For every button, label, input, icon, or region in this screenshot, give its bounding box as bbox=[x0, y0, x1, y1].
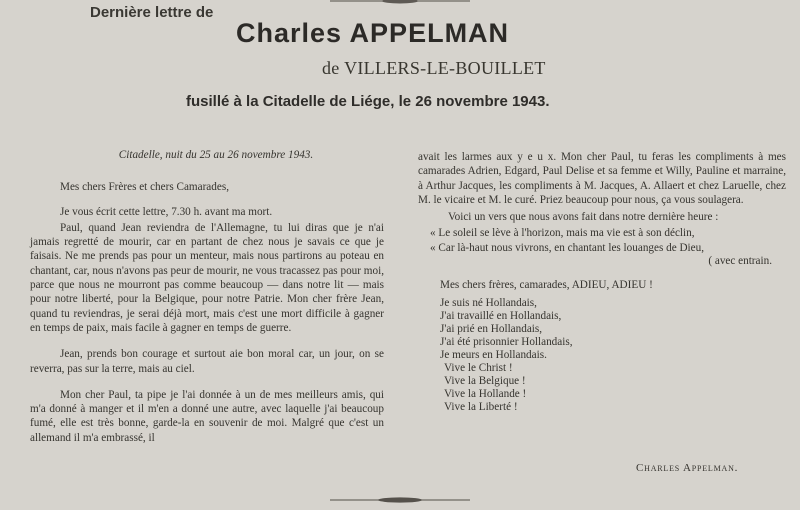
letter-salutation: Mes chers Frères et chers Camarades, bbox=[60, 181, 229, 194]
letter-paragraph: avait les larmes aux y e u x. Mon cher Paul, tu feras les compliments à mes camarades Adrien, Edgard, Paul Delise et sa femme et Willy, Pauline et marraine, à Arthur Jacques, les compliments à M. Jacques, A. Allaert et chez Laruelle, chez M. le vicaire et M. le curé. Priez beaucoup pour nous, ça vous soulagera. bbox=[418, 151, 786, 206]
letter-paragraph: Voici un vers que nous avons fait dans notre dernière heure : bbox=[448, 211, 719, 224]
top-ornament-rule bbox=[330, 0, 470, 5]
poem-line: Vive la Liberté ! bbox=[444, 400, 518, 413]
poem-line: J'ai été prisonnier Hollandais, bbox=[440, 335, 573, 348]
verse-end: ( avec entrain. bbox=[708, 255, 772, 268]
poem-line: J'ai prié en Hollandais, bbox=[440, 322, 543, 335]
poem-line: Je meurs en Hollandais. bbox=[440, 348, 547, 361]
header-name: Charles APPELMAN bbox=[236, 18, 510, 48]
poem-block bbox=[418, 297, 786, 414]
letter-right-column bbox=[418, 150, 786, 414]
letter-dateline: Citadelle, nuit du 25 au 26 novembre 1943. bbox=[118, 149, 314, 161]
verse-line: « Le soleil se lève à l'horizon, mais ma vie est à son déclin, bbox=[430, 227, 695, 240]
verse-line: « Car là-haut nous vivrons, en chantant les louanges de Dieu, bbox=[430, 241, 705, 254]
farewell-line: Mes chers frères, camarades, ADIEU, ADIEU ! bbox=[440, 279, 653, 292]
letter-paragraph: Paul, quand Jean reviendra de l'Allemagne, tu lui diras que je n'ai jamais regretté de mourir, car en partant de chez nous je savais ce que je faisais. Ne me prends pas pour un menteur, mais nous partirons au poteau en chantant, car, nous n'avons pas peur de mourir, ne vous tracassez pas pour moi, parce que nous ne mourront pas comme beaucoup — dans notre lit — mais pour notre liberté, pour la Belgique, pour notre Patrie. Mon cher frère Jean, quand tu reviendras, je serai déjà mort, mais c'est une mort difficile à gagner en temps de paix, mais facile à gagner en temps de guerre. bbox=[30, 221, 384, 334]
header-subtitle: fusillé à la Citadelle de Liége, le 26 novembre 1943. bbox=[186, 93, 550, 110]
bottom-ornament-rule bbox=[330, 497, 470, 503]
letter-paragraph: Je vous écrit cette lettre, 7.30 h. avant ma mort. bbox=[60, 205, 273, 218]
letter-paragraph: Jean, prends bon courage et surtout aie bon moral car, un jour, on se reverra, pas sur la terre, mais au ciel. bbox=[30, 348, 384, 375]
header-place: de VILLERS-LE-BOUILLET bbox=[322, 58, 546, 78]
poem-line: Vive la Hollande ! bbox=[444, 387, 527, 400]
letter-left-column bbox=[30, 148, 384, 447]
poem-line: Vive la Belgique ! bbox=[444, 374, 526, 387]
poem-line: Vive le Christ ! bbox=[444, 361, 513, 374]
letter-paragraph: Mon cher Paul, ta pipe je l'ai donnée à un de mes meilleurs amis, qui m'a donné à manger et il m'en a donné une autre, avec laquelle j'ai beaucoup fumé, elle est très bonne, garde-la en souvenir de moi. Malgré que c'est un allemand il m'a embrassé, il bbox=[30, 388, 384, 444]
poem-line: J'ai travaillé en Hollandais, bbox=[440, 309, 562, 322]
signature: Charles Appelman. bbox=[636, 462, 739, 474]
header-intro: Dernière lettre de bbox=[90, 4, 214, 21]
poem-line: Je suis né Hollandais, bbox=[440, 296, 537, 309]
